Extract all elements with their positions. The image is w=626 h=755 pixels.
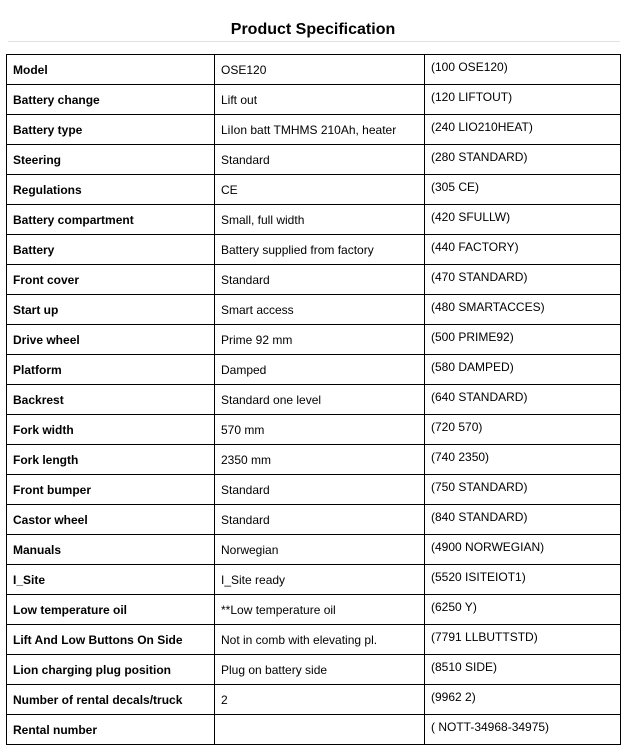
spec-label: Rental number — [7, 715, 215, 745]
spec-label: Lift And Low Buttons On Side — [7, 625, 215, 655]
spec-option-code: (420 SFULLW) — [425, 205, 621, 235]
spec-option-code: (5520 ISITEIOT1) — [425, 565, 621, 595]
spec-value: Standard — [215, 475, 425, 505]
spec-option-code: (480 SMARTACCES) — [425, 295, 621, 325]
table-row — [7, 415, 621, 445]
specification-table — [6, 54, 621, 745]
table-row — [7, 325, 621, 355]
table-row — [7, 85, 621, 115]
spec-value: Standard — [215, 265, 425, 295]
table-row — [7, 175, 621, 205]
spec-label: Low temperature oil — [7, 595, 215, 625]
spec-value: Battery supplied from factory — [215, 235, 425, 265]
spec-value: Smart access — [215, 295, 425, 325]
spec-option-code: (280 STANDARD) — [425, 145, 621, 175]
spec-value: 2350 mm — [215, 445, 425, 475]
table-row — [7, 235, 621, 265]
spec-option-code: (640 STANDARD) — [425, 385, 621, 415]
spec-label: Lion charging plug position — [7, 655, 215, 685]
spec-value: 2 — [215, 685, 425, 715]
table-row — [7, 205, 621, 235]
spec-option-code: (580 DAMPED) — [425, 355, 621, 385]
spec-option-code: (9962 2) — [425, 685, 621, 715]
spec-value: Standard — [215, 505, 425, 535]
spec-value: Damped — [215, 355, 425, 385]
spec-label: Steering — [7, 145, 215, 175]
table-row — [7, 565, 621, 595]
spec-option-code: (500 PRIME92) — [425, 325, 621, 355]
table-row — [7, 115, 621, 145]
table-row — [7, 145, 621, 175]
spec-option-code: (7791 LLBUTTSTD) — [425, 625, 621, 655]
spec-option-code: ( NOTT-34968-34975) — [425, 715, 621, 745]
table-row — [7, 445, 621, 475]
table-row — [7, 685, 621, 715]
spec-label: Front bumper — [7, 475, 215, 505]
spec-value: Standard one level — [215, 385, 425, 415]
spec-option-code: (120 LIFTOUT) — [425, 85, 621, 115]
spec-option-code: (740 2350) — [425, 445, 621, 475]
table-row — [7, 265, 621, 295]
table-row — [7, 715, 621, 745]
table-row — [7, 55, 621, 85]
spec-label: Drive wheel — [7, 325, 215, 355]
specification-table-body — [7, 55, 621, 745]
spec-option-code: (720 570) — [425, 415, 621, 445]
table-row — [7, 595, 621, 625]
spec-option-code: (750 STANDARD) — [425, 475, 621, 505]
spec-label: Regulations — [7, 175, 215, 205]
spec-option-code: (240 LIO210HEAT) — [425, 115, 621, 145]
spec-label: Platform — [7, 355, 215, 385]
table-row — [7, 505, 621, 535]
spec-label: Battery — [7, 235, 215, 265]
spec-value: Small, full width — [215, 205, 425, 235]
table-row — [7, 385, 621, 415]
title-divider — [8, 41, 620, 42]
spec-value: Norwegian — [215, 535, 425, 565]
spec-option-code: (470 STANDARD) — [425, 265, 621, 295]
spec-label: Start up — [7, 295, 215, 325]
spec-label: I_Site — [7, 565, 215, 595]
spec-label: Backrest — [7, 385, 215, 415]
spec-label: Battery change — [7, 85, 215, 115]
spec-value: LiIon batt TMHMS 210Ah, heater — [215, 115, 425, 145]
page-title: Product Specification — [230, 21, 396, 38]
spec-label: Front cover — [7, 265, 215, 295]
spec-value: CE — [215, 175, 425, 205]
spec-value — [215, 715, 425, 745]
spec-option-code: (100 OSE120) — [425, 55, 621, 85]
spec-option-code: (305 CE) — [425, 175, 621, 205]
table-row — [7, 475, 621, 505]
spec-label: Number of rental decals/truck — [7, 685, 215, 715]
spec-label: Fork width — [7, 415, 215, 445]
spec-value: Prime 92 mm — [215, 325, 425, 355]
spec-value: Standard — [215, 145, 425, 175]
spec-option-code: (440 FACTORY) — [425, 235, 621, 265]
spec-label: Manuals — [7, 535, 215, 565]
spec-value: Lift out — [215, 85, 425, 115]
spec-label: Model — [7, 55, 215, 85]
spec-label: Battery compartment — [7, 205, 215, 235]
spec-value: Not in comb with elevating pl. — [215, 625, 425, 655]
spec-option-code: (8510 SIDE) — [425, 655, 621, 685]
table-row — [7, 655, 621, 685]
spec-value: OSE120 — [215, 55, 425, 85]
table-row — [7, 355, 621, 385]
spec-value: **Low temperature oil — [215, 595, 425, 625]
table-row — [7, 295, 621, 325]
spec-label: Castor wheel — [7, 505, 215, 535]
spec-option-code: (840 STANDARD) — [425, 505, 621, 535]
table-row — [7, 625, 621, 655]
table-row — [7, 535, 621, 565]
spec-label: Battery type — [7, 115, 215, 145]
spec-option-code: (6250 Y) — [425, 595, 621, 625]
spec-option-code: (4900 NORWEGIAN) — [425, 535, 621, 565]
spec-value: Plug on battery side — [215, 655, 425, 685]
spec-value: 570 mm — [215, 415, 425, 445]
spec-value: I_Site ready — [215, 565, 425, 595]
spec-label: Fork length — [7, 445, 215, 475]
